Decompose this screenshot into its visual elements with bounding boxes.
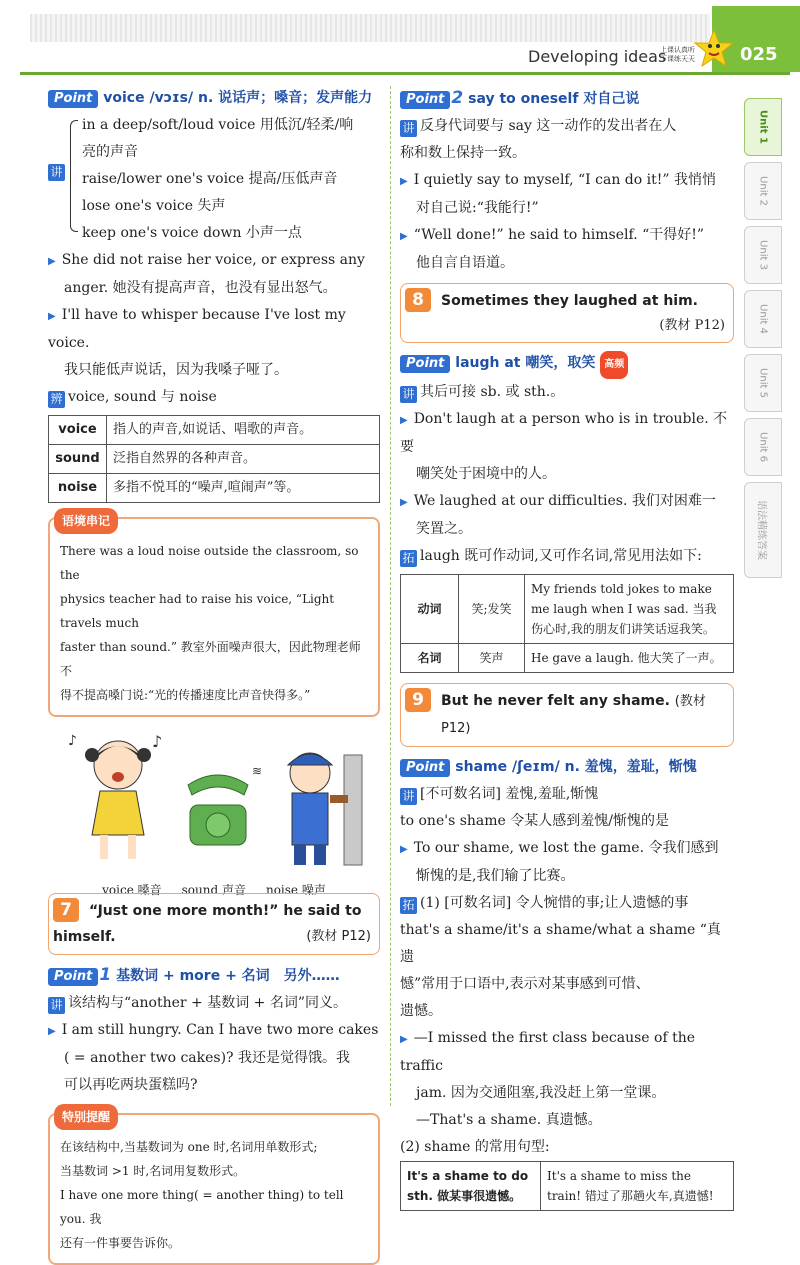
svg-text:≋: ≋ [252,764,263,778]
point-voice-title: voice /vɔɪs/ n. 说话声；嗓音；发声能力 [103,90,373,106]
sentence-line [441,688,725,742]
example-text: Don't laugh at a person who is in trouble. 不要 [400,411,728,455]
example-text: I'll have to whisper because I've lost my voice. [48,307,346,351]
explain-text: 其后可接 sb. 或 sth.。 [420,384,565,400]
example-text: anger. 她没有提高声音，也没有显出怒气。 [64,280,337,296]
laugh-usage-table [400,574,734,673]
table-cell: My friends told jokes to make me laugh when I was sad. 当我伤心时,我的朋友们讲笑话逗我笑。 [525,575,734,644]
illustration [48,725,380,897]
table-cell: 笑声 [459,644,525,673]
tab-unit-4[interactable] [744,290,782,348]
context-note-box [48,514,380,717]
tab-label: Unit 3 [757,240,769,270]
shame-pattern-table [400,1161,734,1211]
point-2-heading [400,84,734,113]
extend-text: 遗憾。 [400,1003,442,1019]
example-text: ( = another two cakes)? 我还是觉得饿。我 [64,1050,351,1066]
example-text: —That's a shame. 真遗憾。 [416,1112,602,1128]
explain-icon: 讲 [400,386,417,403]
tab-label: Unit 4 [757,304,769,334]
example-text: I quietly say to myself, “I can do it!” 我悄悄 [413,172,716,188]
note-label: 语境串记 [54,508,118,534]
point-tag: Point [400,759,450,777]
point-tag: Point [400,355,450,373]
note-line: faster than sound.” 教室外面噪声很大，因此物理老师不 [60,640,361,678]
left-column [48,84,380,1265]
sentence-text: “Just one more month!” he said to [89,903,362,919]
table-row [49,474,380,503]
point-tag: Point [400,91,450,109]
textbook-sentence-7 [48,893,380,955]
sentence-number: 7 [53,898,79,922]
tab-unit-5[interactable] [744,354,782,412]
example-text: To our shame, we lost the game. 令我们感到 [413,840,719,856]
svg-text:♪: ♪ [68,733,77,749]
bullet-icon: ▶ [400,231,408,242]
example-text: —I missed the first class because of the traffic [400,1030,696,1074]
page-number: 025 [740,44,778,65]
source-ref: (教材 P12) [306,929,371,944]
note-line: I have one more thing( = another thing) to tell you. 我 [60,1188,344,1226]
note-label: 特别提醒 [54,1104,118,1130]
extend-icon: 拓 [400,897,417,914]
distinguish-icon: 辨 [48,391,65,408]
mascot-star-icon [694,28,734,68]
unit-tabs [744,98,786,584]
voice-phrases [48,112,380,247]
sentence-number: 8 [405,288,431,312]
distinguish-text: voice, sound 与 noise [68,389,217,405]
extend-line [400,543,734,570]
table-cell: noise [49,474,107,503]
tab-label: 语法精练答案 [755,500,767,560]
pattern-heading: (2) shame 的常用句型: [400,1139,550,1155]
example-text: “Well done!” he said to himself. “干得好!” [413,227,705,243]
explain-icon: 讲 [48,997,65,1014]
bullet-icon: ▶ [400,844,408,855]
table-cell: 泛指自然界的各种声音。 [107,445,380,474]
table-cell: voice [49,416,107,445]
point-2-title: say to oneself 对自己说 [468,91,640,107]
explain-text: [不可数名词] 羞愧,羞耻,惭愧 [420,786,599,802]
extend-icon: 拓 [400,550,417,567]
example-text: jam. 因为交通阻塞,我没赶上第一堂课。 [416,1085,666,1101]
tab-label: Unit 1 [757,110,769,144]
table-row [401,644,734,673]
explain-line [400,379,734,406]
phrase-item: keep one's voice down 小声一点 [82,225,302,241]
extend-text: that's a shame/it's a shame/what a shame “真遗 [400,922,721,965]
note-line: 当基数词 >1 时,名词用复数形式。 [60,1164,246,1178]
bullet-icon: ▶ [400,415,408,426]
phrase-line: to one's shame 令某人感到羞愧/惭愧的是 [400,813,669,829]
example-text: 他自言自语道。 [416,255,514,271]
example-text: 我只能低声说话，因为我嗓子哑了。 [64,362,288,378]
table-cell: It's a shame to do sth. 做某事很遗憾。 [401,1162,541,1211]
bullet-icon: ▶ [48,1026,56,1037]
bullet-icon: ▶ [48,311,56,322]
table-cell: 名词 [401,644,459,673]
point-number: 1 [99,965,112,985]
slogan-line-1: 上课认真听 [660,46,695,54]
tab-unit-6[interactable] [744,418,782,476]
singing-girl-icon [68,732,162,859]
table-cell: 多指不悦耳的“噪声,喧闹声”等。 [107,474,380,503]
sentence-text: Sometimes they laughed at him. [441,293,698,309]
textbook-sentence-9 [400,683,734,747]
source-ref: (教材 P12) [659,318,725,333]
telephone-icon [188,764,262,845]
note-line: 在该结构中,当基数词为 one 时,名词用单数形式; [60,1140,318,1154]
worker-hammering-icon [288,753,362,865]
point-1-title: 基数词 + more + 名词 另外…… [116,968,340,984]
header-rule [20,72,790,75]
special-reminder-box [48,1110,380,1265]
explain-line [48,990,380,1017]
textbook-sentence-8 [400,283,734,343]
extend-text: laugh 既可作动词,又可作名词,常见用法如下: [420,548,702,564]
example-text: 惭愧的是,我们输了比赛。 [416,868,575,884]
caption-sound: sound 声音 [181,883,246,897]
tab-answers[interactable] [744,482,782,578]
header-stripe [30,14,710,42]
example-sentence [48,1017,380,1045]
table-cell: 指人的声音,如说话、唱歌的声音。 [107,416,380,445]
extend-text: (1) [可数名词] 令人惋惜的事;让人遗憾的事 [420,895,689,911]
example-text: 对自己说:“我能行!” [416,200,539,216]
tab-label: Unit 5 [757,368,769,398]
example-sentence [48,302,380,357]
note-line: 得不提高嗓门说:“光的传播速度比声音快得多。” [60,688,311,702]
note-line: 还有一件事要告诉你。 [60,1236,181,1250]
caption-voice: voice 嗓音 [102,883,162,897]
example-sentence [400,222,734,250]
table-cell: 笑;发笑 [459,575,525,644]
example-sentence [400,488,734,516]
example-sentence [400,167,734,195]
example-text: 笑置之。 [416,521,472,537]
table-row [401,1162,734,1211]
high-frequency-badge: 高频 [600,351,628,379]
phrase-item: in a deep/soft/loud voice 用低沉/轻柔/响 [82,117,354,133]
tab-unit-1[interactable] [744,98,782,156]
phrase-item: 亮的声音 [82,144,138,160]
column-divider [390,86,391,1106]
voice-sound-noise-illustration [48,725,380,875]
phrase-item: raise/lower one's voice 提高/压低声音 [82,171,338,187]
example-text: 嘲笑处于困境中的人。 [416,466,556,482]
example-sentence [400,1025,734,1080]
svg-text:♪: ♪ [152,732,163,751]
example-text: She did not raise her voice, or express any [61,252,365,268]
page-header [0,0,800,80]
phrase-item: lose one's voice 失声 [82,198,226,214]
point-tag: Point [48,90,98,108]
sentence-line-2 [53,924,371,950]
explain-line [400,781,734,808]
explain-icon: 讲 [48,164,65,181]
distinguish-line [48,384,380,411]
brace-bracket [70,120,78,232]
slogan-line-2: 下课练天天 [660,55,695,63]
explain-text: 反身代词要与 say 这一动作的发出者在人 [420,118,677,134]
sentence-number: 9 [405,688,431,712]
explain-text: 称和数上保持一致。 [400,145,526,161]
example-text: We laughed at our difficulties. 我们对困难一 [413,493,716,509]
tab-unit-2[interactable] [744,162,782,220]
point-shame-heading [400,753,734,781]
example-text: 可以再吃两块蛋糕吗? [64,1077,198,1093]
example-sentence [400,835,734,863]
header-slogan [660,46,695,64]
example-text: I am still hungry. Can I have two more cakes [61,1022,379,1038]
table-cell: He gave a laugh. 他大笑了一声。 [525,644,734,673]
bullet-icon: ▶ [48,256,56,267]
point-number: 2 [451,88,464,108]
source-ref: (教材 P12) [441,694,706,736]
note-line: physics teacher had to raise his voice, “Light travels much [60,592,335,630]
bullet-icon: ▶ [400,497,408,508]
table-cell: It's a shame to miss the train! 错过了那趟火车,真遗憾! [541,1162,734,1211]
point-laugh-heading [400,349,734,379]
explain-line [400,113,734,140]
example-sentence [48,247,380,275]
point-shame-title: shame /ʃeɪm/ n. 羞愧，羞耻，惭愧 [455,759,697,775]
explain-icon: 讲 [400,788,417,805]
table-cell: sound [49,445,107,474]
right-column [400,84,734,1211]
point-1-heading [48,961,380,990]
point-voice-heading [48,84,380,112]
caption-noise: noise 噪声 [265,883,326,897]
explain-text: 该结构与“another + 基数词 + 名词”同义。 [68,995,347,1011]
sentence-text: himself. [53,929,116,945]
note-line: There was a loud noise outside the classroom, so the [60,544,359,582]
tab-label: Unit 6 [757,432,769,462]
tab-label: Unit 2 [757,176,769,206]
point-laugh-title: laugh at 嘲笑，取笑 [455,355,596,371]
table-row [49,416,380,445]
table-row [401,575,734,644]
voice-sound-noise-table [48,415,380,503]
table-row [49,445,380,474]
bullet-icon: ▶ [400,176,408,187]
section-title: Developing ideas [528,47,667,66]
extend-line [400,890,734,917]
extend-text: 憾”常用于口语中,表示对某事感到可惜、 [400,976,650,992]
point-tag: Point [48,968,98,986]
sentence-text: But he never felt any shame. [441,693,670,709]
tab-unit-3[interactable] [744,226,782,284]
explain-icon: 讲 [400,120,417,137]
example-sentence [400,406,734,461]
bullet-icon: ▶ [400,1034,408,1045]
table-cell: 动词 [401,575,459,644]
